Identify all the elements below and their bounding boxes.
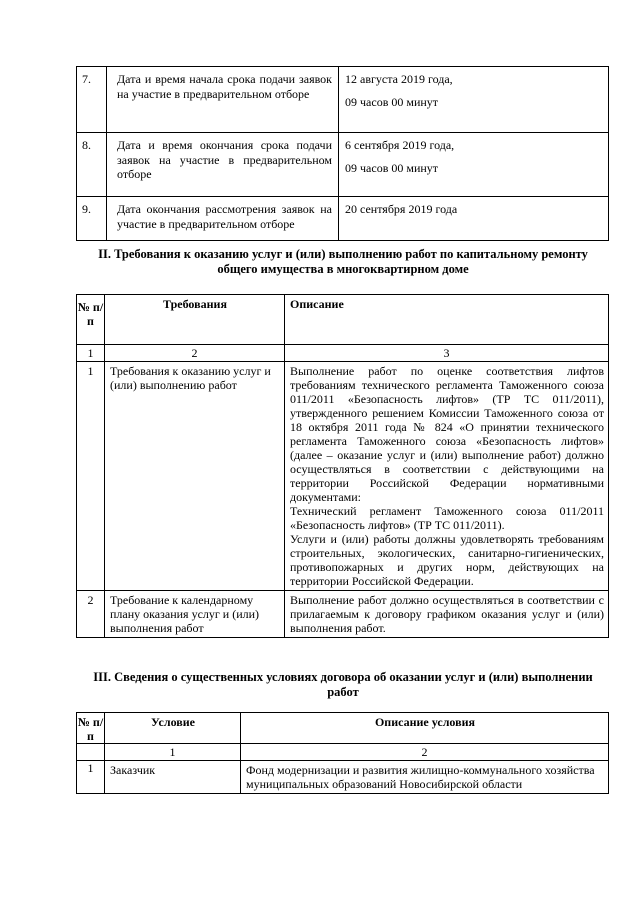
requirement-description: Выполнение работ должно осуществляться в соответствии с прилагаемым к договору графиком оказания услуг и (или) выполнения работ. [285,591,609,638]
row-label: Дата окончания рассмотрения заявок на участие в предварительном отборе [107,197,339,241]
column-header-requirements: Требования [105,295,285,345]
row-value [339,197,609,241]
row-number: 7. [77,67,107,133]
column-index: 1 [105,744,241,761]
column-index: 3 [285,345,609,362]
row-label: Дата и время начала срока подачи заявок на участие в предварительном отборе [107,67,339,133]
column-index: 1 [77,345,105,362]
condition-description: Фонд модернизации и развития жилищно-коммунального хозяйства муниципальных образований Новосибирской области [241,761,609,794]
contract-terms-table [76,712,609,794]
column-index: 2 [105,345,285,362]
section-2-heading: II. Требования к оказанию услуг и (или) выполнению работ по капитальному ремонту общего имущества в многоквартирном доме [98,247,588,276]
row-number: 9. [77,197,107,241]
table-row [77,761,609,794]
table-row [77,133,609,197]
row-value [339,133,609,197]
requirements-table [76,294,609,638]
column-header-number: № п/п [77,295,105,345]
requirement-name: Требования к оказанию услуг и (или) выполнению работ [105,362,285,591]
requirement-name: Требование к календарному плану оказания услуг и (или) выполнения работ [105,591,285,638]
table-row [77,362,609,591]
header-row [77,713,609,744]
section-3-heading: III. Сведения о существенных условиях договора об оказании услуг и (или) выполнении работ [93,670,593,699]
value-date: 20 сентября 2019 года [345,202,458,216]
column-header-description: Описание [285,295,609,345]
row-number: 2 [77,591,105,638]
value-date: 6 сентября 2019 года, [345,138,455,152]
header-row [77,295,609,345]
column-header-condition-description: Описание условия [241,713,609,744]
row-number: 1 [77,362,105,591]
row-value [339,67,609,133]
value-time: 09 часов 00 минут [345,94,439,109]
column-header-number: № п/п [77,713,105,744]
column-index-row [77,345,609,362]
table-row [77,197,609,241]
table-row [77,67,609,133]
value-date: 12 августа 2019 года, [345,72,453,86]
description-paragraph: Выполнение работ по оценке соответствия лифтов требованиям технического регламента Таможенного союза 011/2011 «Безопасность лифтов» (ТР ТС 011/2011), утвержденного решением Комиссии Таможенного союза от 18 октября 2011 года № 824 «О принятии технического регламента Таможенного союза «Безопасность лифтов» (далее – оказание услуг и (или) выполнение работ) должно осуществляться в соответствии с действующими на территории Российской Федерации нормативными документами: [290,364,604,504]
requirement-description [285,362,609,591]
value-time: 09 часов 00 минут [345,160,439,175]
column-index: 2 [241,744,609,761]
row-number: 1 [77,761,105,794]
description-paragraph: Услуги и (или) работы должны удовлетворять требованиям строительных, экологических, санитарно-гигиенических, противопожарных и других норм, действующих на территории Российской Федерации. [290,532,604,588]
table-row [77,591,609,638]
column-index-blank [77,744,105,761]
dates-table [76,66,609,241]
row-number: 8. [77,133,107,197]
column-header-condition: Условие [105,713,241,744]
row-label: Дата и время окончания срока подачи заявок на участие в предварительном отборе [107,133,339,197]
column-index-row [77,744,609,761]
description-paragraph: Технический регламент Таможенного союза 011/2011 «Безопасность лифтов» (ТР ТС 011/2011). [290,504,604,532]
condition-name: Заказчик [105,761,241,794]
